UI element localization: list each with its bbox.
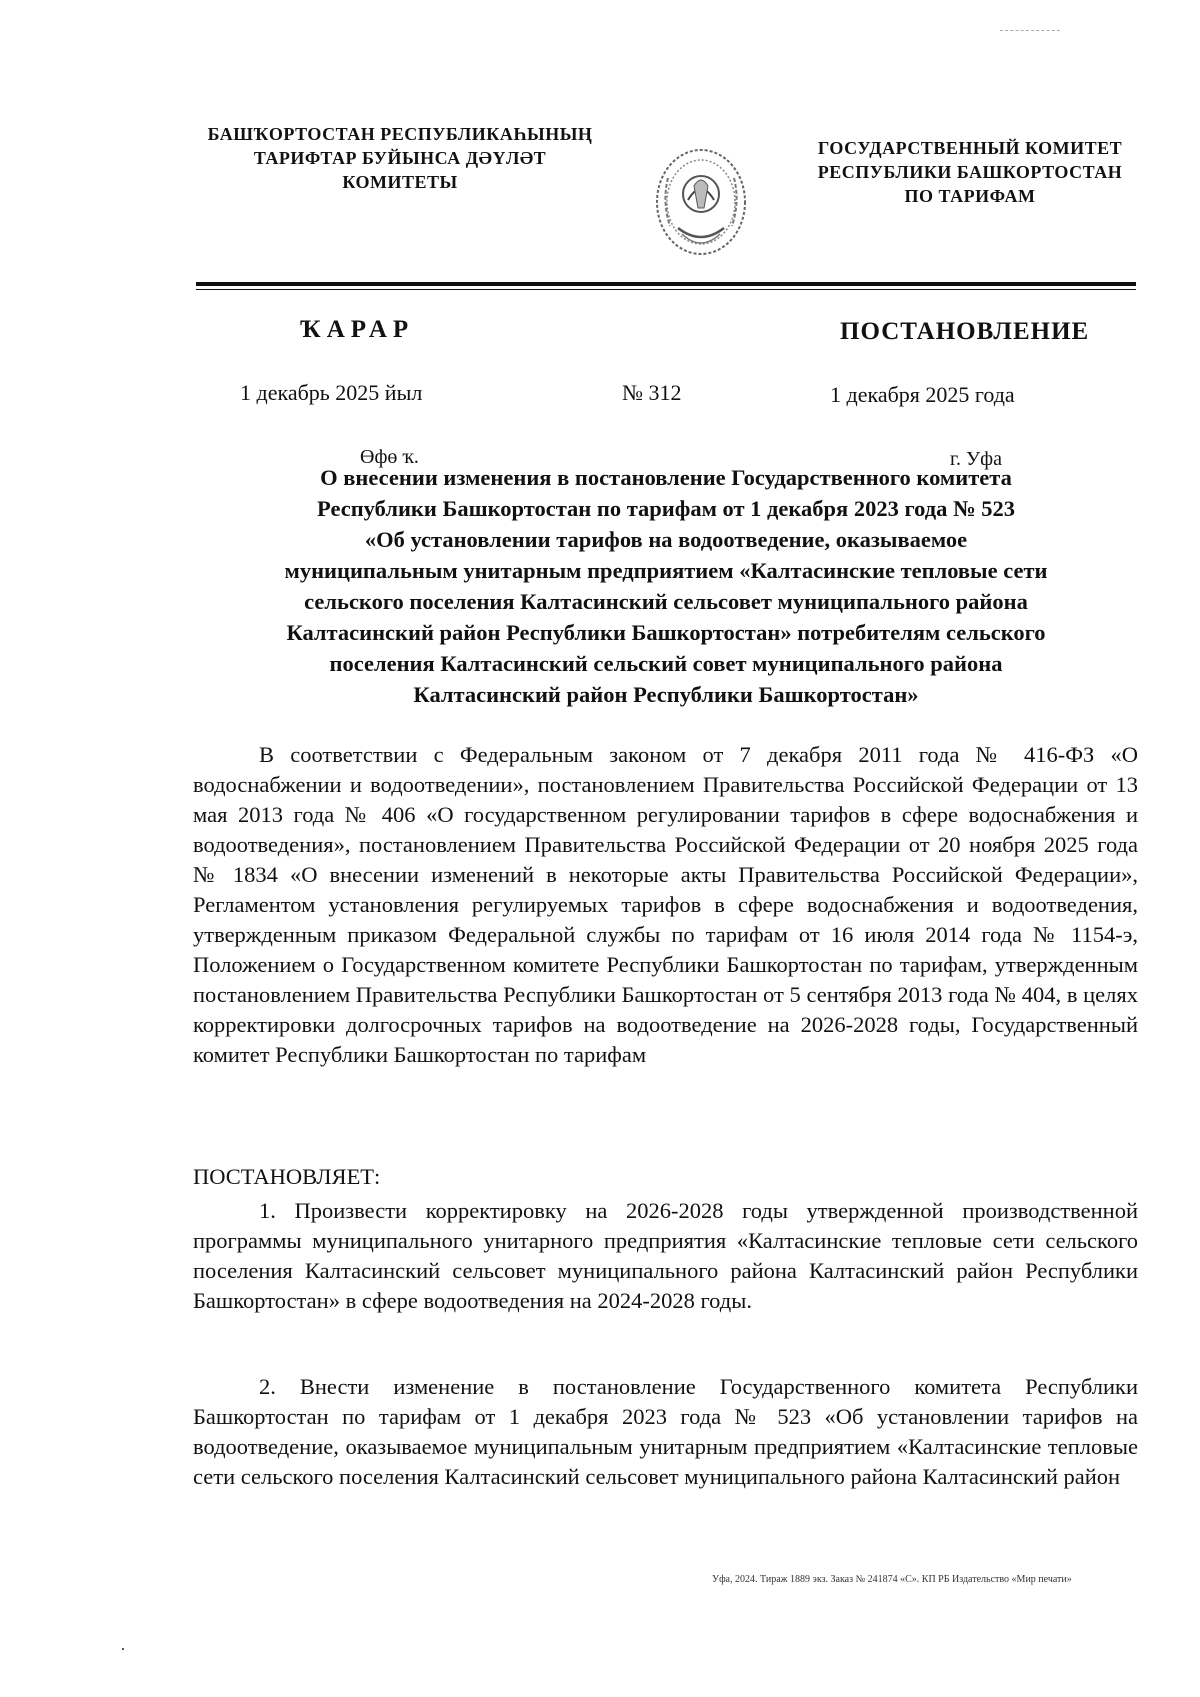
date-bashkir: 1 декабрь 2025 йыл bbox=[240, 380, 423, 405]
doc-type-bashkir: ҠАРАР bbox=[300, 316, 415, 343]
print-imprint: Уфа, 2024. Тираж 1889 экз. Заказ № 241874 «С». КП РБ Издательство «Мир печати» bbox=[712, 1574, 1072, 1585]
header-divider-thick bbox=[196, 282, 1136, 286]
scan-artifact bbox=[1000, 30, 1060, 33]
org-name-russian-line2: РЕСПУБЛИКИ БАШКОРТОСТАН bbox=[817, 162, 1123, 182]
header-divider-thin bbox=[196, 289, 1136, 290]
org-name-russian-line1: ГОСУДАРСТВЕННЫЙ КОМИТЕТ bbox=[817, 138, 1123, 158]
title-line: Калтасинский район Республики Башкортостан» потребителям сельского bbox=[286, 620, 1046, 645]
doc-type-russian: ПОСТАНОВЛЕНИЕ bbox=[840, 318, 1090, 345]
title-line: Республики Башкортостан по тарифам от 1 декабря 2023 года № 523 bbox=[317, 496, 1015, 521]
city-bashkir: Өфө ҡ. bbox=[360, 446, 419, 468]
title-line: поселения Калтасинский сельский совет муниципального района bbox=[329, 651, 1003, 676]
title-line: муниципальным унитарным предприятием «Калтасинские тепловые сети bbox=[284, 558, 1048, 583]
org-name-bashkir bbox=[150, 122, 650, 194]
bashkortostan-coat-of-arms-icon bbox=[648, 138, 754, 262]
city-russian: г. Уфа bbox=[950, 448, 1002, 470]
preamble-paragraph: В соответствии с Федеральным законом от 7 декабря 2011 года № 416-ФЗ «О водоснабжении и водоотведении», постановлением Правительства Российской Федерации от 13 мая 2013 года № 406 «О государственном регулировании тарифов в сфере водоснабжения и водоотведения», постановлением Правительства Российской Федерации от 20 ноября 2025 года № 1834 «О внесении изменений в некоторые акты Правительства Российской Федерации», Регламентом установления регулируемых тарифов в сфере водоснабжения и водоотведения, утвержденным приказом Федеральной службы по тарифам от 16 июля 2014 года № 1154-э, Положением о Государственном комитете Республики Башкортостан по тарифам, утвержденным постановлением Правительства Республики Башкортостан от 5 сентября 2013 года № 404, в целях корректировки долгосрочных тарифов на водоотведение на 2026-2028 годы, Государственный комитет Республики Башкортостан по тарифам bbox=[193, 742, 1138, 1067]
scan-artifact-dot bbox=[122, 1648, 124, 1650]
date-russian: 1 декабря 2025 года bbox=[830, 382, 1015, 407]
title-line: Калтасинский район Республики Башкортостан» bbox=[413, 682, 919, 707]
org-name-bashkir-line3: КОМИТЕТЫ bbox=[342, 172, 458, 192]
decree-word: ПОСТАНОВЛЯЕТ: bbox=[193, 1164, 381, 1189]
document-title bbox=[196, 462, 1136, 710]
title-line: сельского поселения Калтасинский сельсовет муниципального района bbox=[304, 589, 1028, 614]
title-line: «Об установлении тарифов на водоотведение, оказываемое bbox=[364, 527, 968, 552]
org-name-bashkir-line2: ТАРИФТАР БУЙЫНСА ДӘҮЛӘТ bbox=[253, 148, 547, 168]
org-name-russian bbox=[790, 136, 1150, 208]
title-line: О внесении изменения в постановление Государственного комитета bbox=[320, 465, 1012, 490]
org-name-bashkir-line1: БАШҠОРТОСТАН РЕСПУБЛИКАҺЫНЫҢ bbox=[207, 124, 593, 144]
decree-item-2: 2. Внести изменение в постановление Государственного комитета Республики Башкортостан по тарифам от 1 декабря 2023 года № 523 «Об установлении тарифов на водоотведение, оказываемое муниципальным унитарным предприятием «Калтасинские тепловые сети сельского поселения Калтасинский сельсовет муниципального района Калтасинский район bbox=[193, 1374, 1138, 1489]
decree-item-1: 1. Произвести корректировку на 2026-2028 годы утвержденной производственной программы муниципального унитарного предприятия «Калтасинские тепловые сети сельского поселения Калтасинский сельсовет муниципального района Калтасинский район Республики Башкортостан» в сфере водоотведения на 2024-2028 годы. bbox=[193, 1198, 1138, 1313]
document-number: № 312 bbox=[622, 380, 682, 405]
org-name-russian-line3: ПО ТАРИФАМ bbox=[904, 186, 1036, 206]
